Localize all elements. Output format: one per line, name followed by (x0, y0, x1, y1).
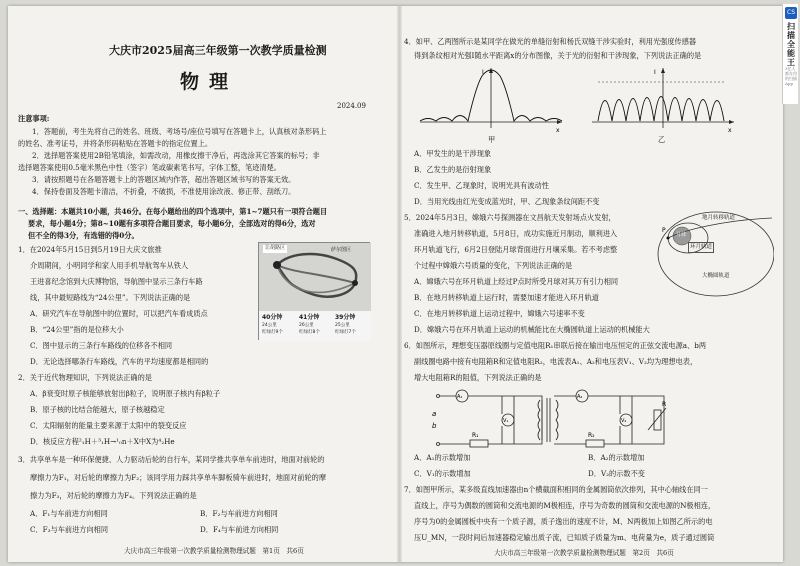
option: C．在地月转移轨道上运动过程中，嫦娥六号速率不变 (414, 309, 585, 318)
option: A．β衰变时原子核能够放射出β粒子，说明原子核内有β粒子 (30, 389, 221, 398)
option: B．原子核的比结合能越大，原子核越稳定 (30, 405, 165, 414)
question-4: 4．如甲、乙两图所示是某同学在做光的单缝衍射和杨氏双缝干涉实验时，利用光强度传感器 (404, 37, 697, 46)
option: A．甲发生的是干涉现象 (414, 149, 492, 158)
route-distance: 26公里 (299, 323, 314, 328)
option: C．图中显示的三条行车路线的位移各不相同 (30, 341, 173, 350)
question-7: 直线上，序号为偶数的圆筒和交流电源的M极相连，序号为奇数的圆筒和交流电源的N极相连， (414, 501, 716, 510)
route-time: 40分钟 (262, 314, 283, 321)
circuit-label: R₁ (472, 432, 479, 439)
route-time: 39分钟 (335, 314, 356, 321)
circuit-label: R₂ (588, 432, 595, 439)
option: B．乙发生的是衍射现象 (414, 165, 492, 174)
route-distance: 24公里 (262, 323, 277, 328)
option: D．F₄与车前进方向相同 (200, 525, 279, 534)
svg-text:x: x (556, 127, 560, 134)
option: B．在地月转移轨道上运行时，需要加速才能进入环月轨道 (414, 293, 599, 302)
question-1: 介周期间，小明同学和家人用手机导航驾车从铁人 (30, 261, 189, 270)
diffraction-graph (416, 66, 566, 138)
option: D．V₂的示数不变 (588, 469, 645, 478)
circuit-label: a (432, 410, 437, 418)
notice-line: 4．保持卷面及答题卡清洁，不折叠，不破损，不准使用涂改液、修正带、刮纸刀。 (32, 187, 296, 196)
option: C．发生甲、乙现象时，说明光具有波动性 (414, 181, 549, 190)
question-7: 7．如图甲所示，某多级直线加速器由n个横截面积相同的金属圆筒依次排列，其中心轴线在同一 (404, 485, 708, 494)
question-1: 王进喜纪念馆到大庆博物馆，导航图中显示三条行车路 (30, 277, 203, 286)
map-end-label: 萨尔图区 (331, 247, 352, 253)
option: A．A₁的示数增加 (414, 453, 471, 462)
route-time: 41分钟 (299, 314, 320, 321)
question-3: 3．共享单车是一种环保便捷、人力驱动后轮的自行车，某同学推共享单车前进时，地面对前轮的 (18, 455, 325, 464)
circuit-label: b (432, 422, 437, 430)
section-heading: 但不全的得3分，有选错的得0分。 (28, 231, 139, 240)
map-start-label: 让胡路区 (265, 245, 286, 251)
transformer-circuit (432, 386, 672, 450)
option: D．当用光线由红光变成蓝光时，甲、乙现象条纹间距不变 (414, 197, 600, 206)
orbit-label: 大椭圆轨道 (702, 273, 730, 279)
option: A．F₁与车前进方向相同 (30, 509, 108, 518)
question-4: 得到条纹相对光强I随水平距离x的分布图像，关于光的衍射和干涉现象，下列说法正确的是 (414, 51, 702, 60)
route-lights: 红绿灯8个 (299, 330, 320, 335)
orbit-label: 地月转移轨道 (702, 215, 736, 221)
question-5: 个过程中嫦娥六号质量的变化，下列说法正确的是 (414, 261, 573, 270)
scanner-tagline: 3亿人都在用的扫描App (785, 66, 797, 86)
question-1: 线，其中最短路线为“24公里”。下列说法正确的是 (30, 293, 191, 302)
scanner-brand: 扫描全能王 (787, 22, 795, 67)
option: B．A₂的示数增加 (588, 453, 645, 462)
question-1: 1．在2024年5月15日到5月19日大庆文旅推 (18, 245, 162, 254)
question-5: 环月轨道飞行，6月2日登陆月球背面进行月壤采集。若不考虑整 (414, 245, 618, 254)
orbit-label: 环月轨道 (688, 242, 714, 253)
question-6: 6．如图所示，理想变压器原线圈与定值电阻R₁串联后接在输出电压恒定的正弦交流电源a、b两 (404, 341, 707, 350)
option: C．V₁的示数增加 (414, 469, 471, 478)
orbit-label: 月球 (676, 232, 687, 238)
svg-text:P: P (662, 227, 666, 234)
question-3: 擦力为F₃，对后轮的摩擦力为F₄。下列说法正确的是 (30, 491, 197, 500)
figure-label: 甲 (488, 135, 496, 144)
orbit-diagram (654, 210, 774, 298)
svg-text:I: I (482, 69, 484, 76)
question-6: 副线圈电路中接有电阻箱R和定值电阻R₂，电流表A₁、A₂和电压表V₁、V₂均为理想电表， (414, 357, 698, 366)
option: C．太阳辐射的能量主要来源于太阳中的裂变反应 (30, 421, 187, 430)
question-7: 压U_MN，一段时间后加速器稳定输出质子流，已知质子质量为m、电荷量为e，质子通过圆筒 (414, 533, 715, 542)
page-2 (402, 6, 778, 562)
option: D．嫦娥六号在环月轨道上运动的机械能比在大椭圆轨道上运动的机械能大 (414, 325, 650, 334)
notice-line: 1．答题前，考生先将自己的姓名、班级、考场号/座位号填写在答题卡上，认真核对条形码上 (32, 127, 327, 136)
page-footer: 大庆市高三年级第一次教学质量检测物理试题 第1页 共6页 (124, 547, 304, 555)
circuit-label: R (662, 401, 667, 408)
scanner-logo-icon: CS (785, 7, 797, 19)
section-heading: 一、选择题：本题共10小题，共46分。在每小题给出的四个选项中，第1~7题只有一项符合题目 (18, 207, 328, 216)
option: B．“24公里”指的是位移大小 (30, 325, 124, 334)
interference-graph (588, 66, 738, 138)
option: A．研究汽车在导航图中的位置时，可以把汽车看成质点 (30, 309, 208, 318)
route-lights: 红绿灯7个 (335, 330, 356, 335)
notice-line: 2．选择题答案使用2B铅笔填涂，如需改动，用橡皮擦干净后，再选涂其它答案的标号；非 (32, 151, 320, 160)
circuit-label: V₁ (503, 418, 509, 424)
option: C．F₃与车前进方向相同 (30, 525, 109, 534)
navigation-map-figure (258, 242, 370, 340)
option: A．嫦娥六号在环月轨道上经过P点时所受月球对其万有引力相同 (414, 277, 619, 286)
scanned-exam-sheet (8, 6, 783, 562)
svg-text:I: I (654, 69, 656, 76)
question-3: 摩擦力为F₁，对后轮的摩擦力为F₂；该同学用力踩共享单车脚板骑车前进时，地面对前轮的摩 (30, 473, 327, 482)
circuit-label: V₂ (621, 418, 627, 424)
option: B．F₂与车前进方向相同 (200, 509, 278, 518)
question-7: 序号为0的金属圆板中央有一个质子源，质子逸出的速度不计，M、N两极加上如图乙所示的电 (414, 517, 713, 526)
section-heading: 要求，每小题4分；第8~10题有多项符合题目要求，每小题6分，全部选对的得6分，选对 (28, 219, 316, 228)
option: D．无论选择哪条行车路线，汽车的平均速度都是相同的 (30, 357, 209, 366)
question-5: 准确进入地月转移轨道，5月8日，成功实施近月制动，顺利进入 (414, 229, 618, 238)
figure-label: 乙 (658, 135, 666, 144)
subject-title: 物理 (180, 71, 239, 93)
question-2: 2．关于近代物理知识，下列说法正确的是 (18, 373, 152, 382)
notice-line: 的姓名、准考证号，并将条形码粘贴在答题卡的指定位置上。 (18, 139, 213, 148)
svg-text:x: x (728, 127, 732, 134)
route-map (259, 243, 371, 311)
circuit-label: A₂ (577, 394, 583, 400)
page-1 (14, 6, 397, 562)
notice-line: 选择题答案使用0.5毫米黑色中性（签字）笔或碳素笔书写，字体工整，笔迹清楚。 (18, 163, 281, 172)
page-footer: 大庆市高三年级第一次教学质量检测物理试题 第2页 共6页 (494, 549, 674, 557)
question-5: 5．2024年5月3日，嫦娥六号探测器在文昌航天发射场点火发射， (404, 213, 616, 222)
circuit-label: A₁ (457, 394, 463, 400)
notice-line: 3．请按照题号在各题答题卡上的答题区域内作答，超出答题区域书写的答案无效。 (32, 175, 296, 184)
option: D．核反应方程²₁H＋³₁H→¹₀n＋X中X为⁴₂He (30, 437, 175, 446)
exam-date: 2024.09 (337, 102, 366, 110)
route-distance: 25公里 (335, 323, 350, 328)
notice-title: 注意事项: (18, 114, 50, 123)
route-lights: 红绿灯9个 (262, 330, 283, 335)
question-6: 增大电阻箱R的阻值，下列说法正确的是 (414, 373, 542, 382)
scanner-watermark (782, 4, 798, 104)
exam-title: 大庆市2025届高三年级第一次教学质量检测 (109, 44, 327, 57)
